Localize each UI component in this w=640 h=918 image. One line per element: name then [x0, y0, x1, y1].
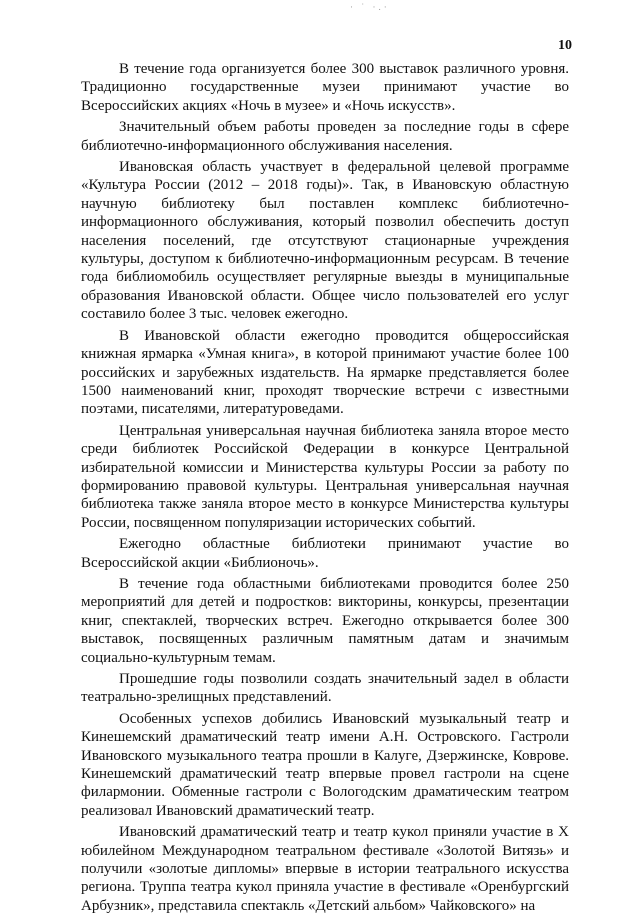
paragraph-biblionight: Ежегодно областные библиотеки принимают участие во Всероссийской акции «Библионочь».	[81, 536, 569, 571]
paragraph-festivals: Ивановский драматический театр и театр кукол приняли участие в X юбилейном Международном театральном фестивале «Золотой Витязь» и получили «золотые дипломы» впервые в истории театрального искусства региона. Труппа театра кукол приняла участие в фестивале «Оренбургский Арбузник», представила спектакль «Детский альбом» Чайковского» на	[81, 824, 569, 914]
paragraph-theatre-success: Особенных успехов добились Ивановский музыкальный театр и Кинешемский драматический театр имени А.Н. Островского. Гастроли Ивановского музыкального театра прошли в Калуге, Дзержинске, Коврове. Кинешемский драматический театр впервые провел гастроли на сцене филармонии. Обменные гастроли с Вологодским драматическим театром реализовал Ивановский драматический театр.	[81, 710, 569, 819]
paragraph-federal-program: Ивановская область участвует в федеральной целевой программе «Культура России (2012 – 2018 годы)». Так, в Ивановскую областную научную библиотеку был поставлен комплекс библиотечно-информационного обслуживания, который позволил обеспечить доступ населения поселений, где отсутствуют стационарные учреждения культуры, доступом к библиотечно-информационным ресурсам. В течение года библиомобиль осуществляет регулярные выезды в муниципальные образования Ивановской области. Общее число пользователей его услуг составило более 3 тыс. человек ежегодно.	[81, 159, 569, 323]
paragraph-library-work: Значительный объем работы проведен за последние годы в сфере библиотечно-информационного обслуживания населения.	[81, 119, 569, 154]
paragraph-book-fair: В Ивановской области ежегодно проводится общероссийская книжная ярмарка «Умная книга», в которой принимают участие более 100 российских и зарубежных издательств. На ярмарке представляется более 1500 наименований книг, проходят творческие встречи с известными поэтами, писателями, литературоведами.	[81, 327, 569, 418]
paragraph-theatre-intro: Прошедшие годы позволили создать значительный задел в области театрально-зрелищных представлений.	[81, 671, 569, 706]
paragraph-children-events: В течение года областными библиотеками проводится более 250 мероприятий для детей и подростков: викторины, конкурсы, презентации книг, спектаклей, творческих встреч. Ежегодно открывается более 300 выставок, посвященных различным памятным датам и значимым социально-культурным темам.	[81, 575, 569, 666]
page-number: 10	[558, 38, 572, 53]
paragraph-exhibitions: В течение года организуется более 300 выставок различного уровня. Традиционно государственные музеи принимают участие во Всероссийских акциях «Ночь в музее» и «Ночь искусств».	[81, 61, 569, 114]
scan-artifact-marks: · ˙ ·.·	[350, 2, 390, 12]
document-body	[81, 60, 569, 918]
paragraph-library-awards: Центральная универсальная научная библиотека заняла второе место среди библиотек Российской Федерации в конкурсе Центральной избирательной комиссии и Министерства культуры России за работу по формированию правовой культуры. Центральная универсальная научная библиотека также заняла второе место в конкурсе Министерства культуры России, посвященном популяризации исторических событий.	[81, 422, 569, 531]
